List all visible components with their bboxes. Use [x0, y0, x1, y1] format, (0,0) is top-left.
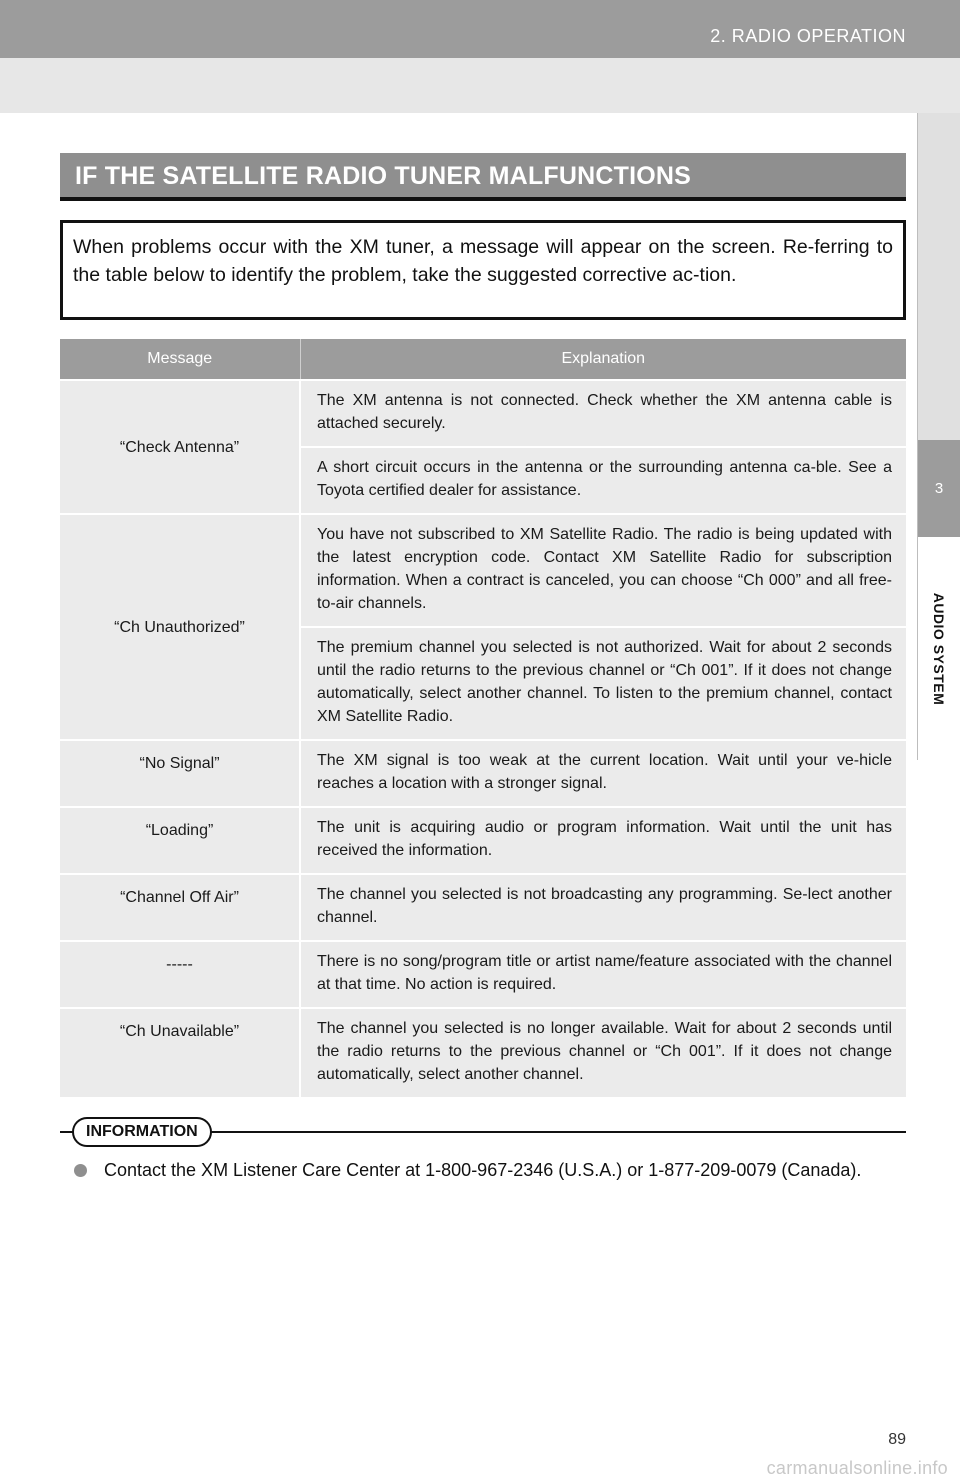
- intro-box: When problems occur with the XM tuner, a message will appear on the screen. Re-ferring to the table below to identify the problem, take the suggested corrective ac-tion.: [60, 220, 906, 320]
- explanation-cell: The channel you selected is no longer available. Wait for about 2 seconds until the radio returns to the previous channel or “Ch 001”. If it does not change automatically, select another channel.: [300, 1008, 906, 1097]
- side-tab-label: [918, 537, 960, 760]
- table-header-row: [60, 339, 906, 380]
- message-cell: “No Signal”: [60, 740, 300, 807]
- explanation-cell: The premium channel you selected is not authorized. Wait for about 2 seconds until the radio returns to the previous channel or “Ch 001”. If it does not change automatically, select another channel. To listen to the premium channel, contact XM Satellite Radio.: [300, 627, 906, 740]
- explanation-cell: A short circuit occurs in the antenna or the surrounding antenna ca-ble. See a Toyota certified dealer for assistance.: [300, 447, 906, 514]
- explanation-cell: The XM antenna is not connected. Check whether the XM antenna cable is attached securely.: [300, 380, 906, 447]
- table-row: [60, 514, 906, 627]
- site-watermark: carmanualsonline.info: [766, 1458, 948, 1478]
- chapter-title: 2. RADIO OPERATION: [710, 26, 906, 46]
- information-badge: INFORMATION: [72, 1117, 212, 1147]
- explanation-cell: You have not subscribed to XM Satellite Radio. The radio is being updated with the latest encryption code. Contact XM Satellite Radio for subscription information. When a contract is canceled, you can choose “Ch 000” and all free-to-air channels.: [300, 514, 906, 627]
- explanation-cell: The unit is acquiring audio or program information. Wait until the unit has received the information.: [300, 807, 906, 874]
- bullet-icon: [74, 1164, 87, 1177]
- table-row: [60, 380, 906, 447]
- message-cell: “Channel Off Air”: [60, 874, 300, 941]
- column-header-explanation: Explanation: [300, 339, 906, 380]
- explanation-cell: The channel you selected is not broadcasting any programming. Se-lect another channel.: [300, 874, 906, 941]
- page-number: 89: [888, 1431, 906, 1448]
- table-row: [60, 1008, 906, 1097]
- explanation-cell: There is no song/program title or artist name/feature associated with the channel at that time. No action is required.: [300, 941, 906, 1008]
- side-tab-spacer: [918, 113, 960, 440]
- message-cell: -----: [60, 941, 300, 1008]
- explanation-cell: The XM signal is too weak at the current location. Wait until your ve-hicle reaches a location with a stronger signal.: [300, 740, 906, 807]
- table-row: [60, 740, 906, 807]
- message-cell: “Check Antenna”: [60, 380, 300, 514]
- table-row: [60, 941, 906, 1008]
- side-tab-label-text: AUDIO SYSTEM: [931, 592, 947, 705]
- table-row: [60, 874, 906, 941]
- information-item-text: Contact the XM Listener Care Center at 1-800-967-2346 (U.S.A.) or 1-877-209-0079 (Canada).: [104, 1160, 862, 1180]
- column-header-message: Message: [60, 339, 300, 380]
- side-tab-chapter-number: 3: [918, 440, 960, 537]
- information-item: [74, 1158, 900, 1183]
- section-heading-text: IF THE SATELLITE RADIO TUNER MALFUNCTIONS: [75, 162, 692, 190]
- table-row: [60, 807, 906, 874]
- message-cell: “Ch Unavailable”: [60, 1008, 300, 1097]
- message-cell: “Loading”: [60, 807, 300, 874]
- side-tab-bottom: [918, 760, 960, 1484]
- side-tab-divider: [917, 113, 918, 760]
- message-cell: “Ch Unauthorized”: [60, 514, 300, 740]
- section-heading: [60, 153, 906, 201]
- malfunction-table: [60, 339, 906, 1097]
